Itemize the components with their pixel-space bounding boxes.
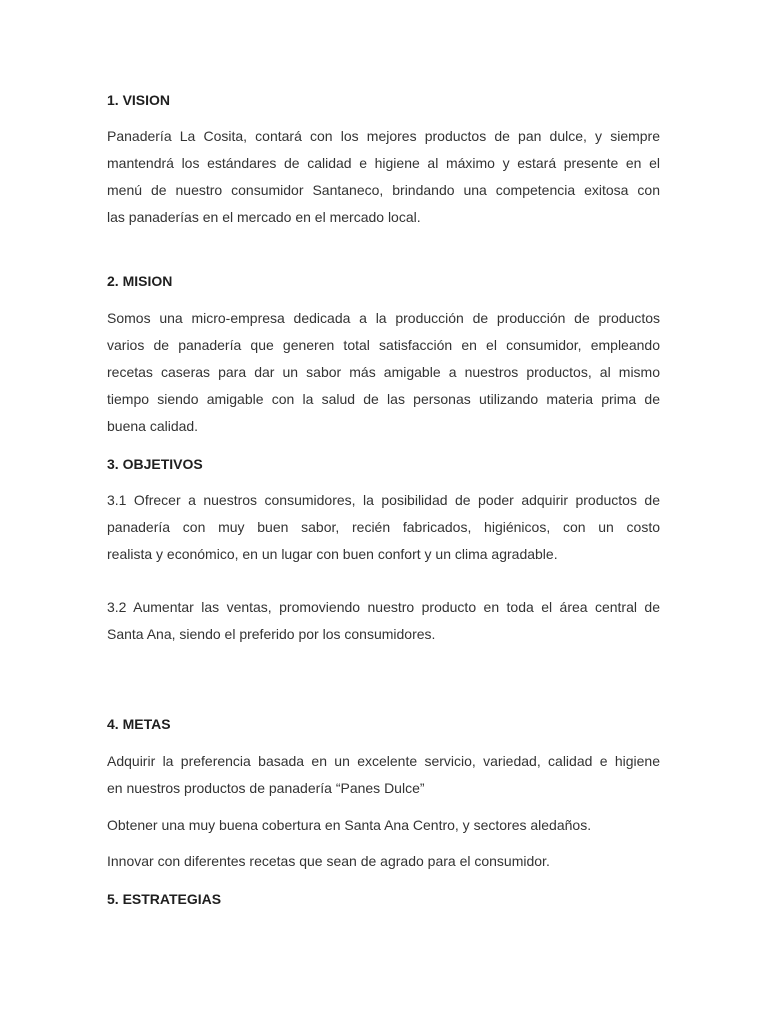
vision-line: mantendrá los estándares de calidad e higiene al máximo y estará presente en el [107,155,660,171]
meta-line: Adquirir la preferencia basada en un excelente servicio, variedad, calidad e higiene [107,753,660,769]
vision-line: menú de nuestro consumidor Santaneco, brindando una competencia exitosa con [107,182,660,198]
mision-line: tiempo siendo amigable con la salud de las personas utilizando materia prima de [107,391,660,407]
objetivo-line: Santa Ana, siendo el preferido por los consumidores. [107,626,436,642]
mision-line: recetas caseras para dar un sabor más amigable a nuestros productos, al mismo [107,364,660,380]
mision-line: buena calidad. [107,418,199,434]
objetivo-3-2-paragraph [107,594,660,648]
objetivo-line: realista y económico, en un lugar con buen confort y un clima agradable. [107,546,558,562]
mision-paragraph [107,305,660,440]
mision-line: Somos una micro-empresa dedicada a la producción de producción de productos [107,310,660,326]
meta-3-paragraph: Innovar con diferentes recetas que sean de agrado para el consumidor. [107,853,550,869]
meta-2-paragraph: Obtener una muy buena cobertura en Santa Ana Centro, y sectores aledaños. [107,817,592,833]
section-heading-vision: 1. VISION [107,92,171,108]
section-heading-mision: 2. MISION [107,273,173,289]
section-heading-estrategias: 5. ESTRATEGIAS [107,891,222,907]
meta-1-paragraph [107,748,660,802]
objetivo-3-1-paragraph [107,487,660,568]
objetivo-line: 3.2 Aumentar las ventas, promoviendo nuestro producto en toda el área central de [107,599,660,615]
section-heading-objetivos: 3. OBJETIVOS [107,456,203,472]
meta-line: en nuestros productos de panadería “Panes Dulce” [107,780,425,796]
vision-line: las panaderías en el mercado en el mercado local. [107,209,421,225]
objetivo-line: panadería con muy buen sabor, recién fabricados, higiénicos, con un costo [107,519,660,535]
section-heading-metas: 4. METAS [107,716,171,732]
mision-line: varios de panadería que generen total satisfacción en el consumidor, empleando [107,337,660,353]
objetivo-line: 3.1 Ofrecer a nuestros consumidores, la posibilidad de poder adquirir productos de [107,492,660,508]
vision-line: Panadería La Cosita, contará con los mejores productos de pan dulce, y siempre [107,128,660,144]
vision-paragraph [107,123,660,231]
